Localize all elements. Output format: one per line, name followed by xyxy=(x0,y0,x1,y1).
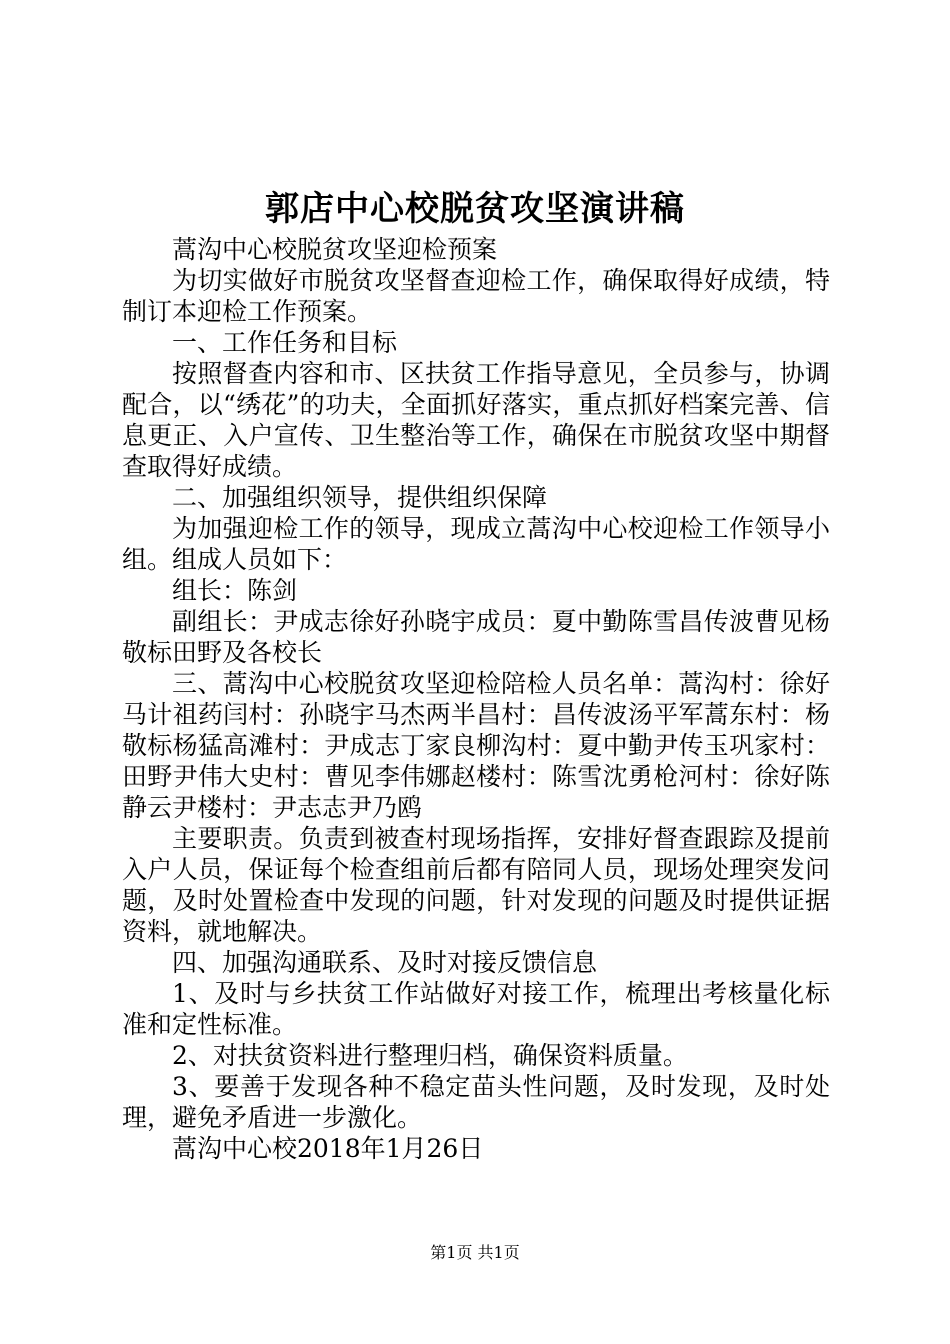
paragraph-signature-date: 蒿沟中心校2018年1月26日 xyxy=(172,1134,484,1163)
heading-section-2: 二、加强组织领导，提供组织保障 xyxy=(172,483,548,512)
document-title: 郭店中心校脱贫攻坚演讲稿 xyxy=(265,189,685,229)
document-body xyxy=(122,234,830,1164)
page-footer: 第1页 共1页 xyxy=(430,1243,520,1262)
heading-section-1: 一、工作任务和目标 xyxy=(172,328,398,357)
paragraph-section-3-list: 三、蒿沟中心校脱贫攻坚迎检陪检人员名单：蒿沟村：徐好马计祖药闫村：孙晓宇马杰两半昌村：昌传波汤平军蒿东村：杨敬标杨猛高滩村：尹成志丁家良柳沟村：夏中勤尹传玉巩家村：田野尹伟大史村：曹见李伟娜赵楼村：陈雪沈勇枪河村：徐好陈静云尹楼村：尹志志尹乃鸥 xyxy=(122,669,830,822)
paragraph-section-1: 按照督查内容和市、区扶贫工作指导意见，全员参与，协调配合，以“绣花”的功夫，全面抓好落实，重点抓好档案完善、信息更正、入户宣传、卫生整治等工作，确保在市脱贫攻坚中期督查取得好成绩。 xyxy=(122,359,830,481)
heading-section-4: 四、加强沟通联系、及时对接反馈信息 xyxy=(172,948,598,977)
paragraph-item-1: 1、及时与乡扶贫工作站做好对接工作，梳理出考核量化标准和定性标准。 xyxy=(122,979,830,1039)
paragraph-deputy-leaders: 副组长：尹成志徐好孙晓宇成员：夏中勤陈雪昌传波曹见杨敬标田野及各校长 xyxy=(122,607,830,667)
paragraph-duties: 主要职责。负责到被查村现场指挥，安排好督查跟踪及提前入户人员，保证每个检查组前后都有陪同人员，现场处理突发问题，及时处置检查中发现的问题，针对发现的问题及时提供证据资料，就地解决。 xyxy=(122,824,830,946)
paragraph-item-3: 3、要善于发现各种不稳定苗头性问题，及时发现，及时处理，避免矛盾进一步激化。 xyxy=(122,1072,830,1132)
paragraph-item-2: 2、对扶贫资料进行整理归档，确保资料质量。 xyxy=(172,1041,688,1070)
paragraph-leader: 组长：陈剑 xyxy=(172,576,298,605)
paragraph-plan-title: 蒿沟中心校脱贫攻坚迎检预案 xyxy=(172,235,498,264)
paragraph-intro: 为切实做好市脱贫攻坚督查迎检工作，确保取得好成绩，特制订本迎检工作预案。 xyxy=(122,266,830,326)
paragraph-section-2: 为加强迎检工作的领导，现成立蒿沟中心校迎检工作领导小组。组成人员如下： xyxy=(122,514,830,574)
